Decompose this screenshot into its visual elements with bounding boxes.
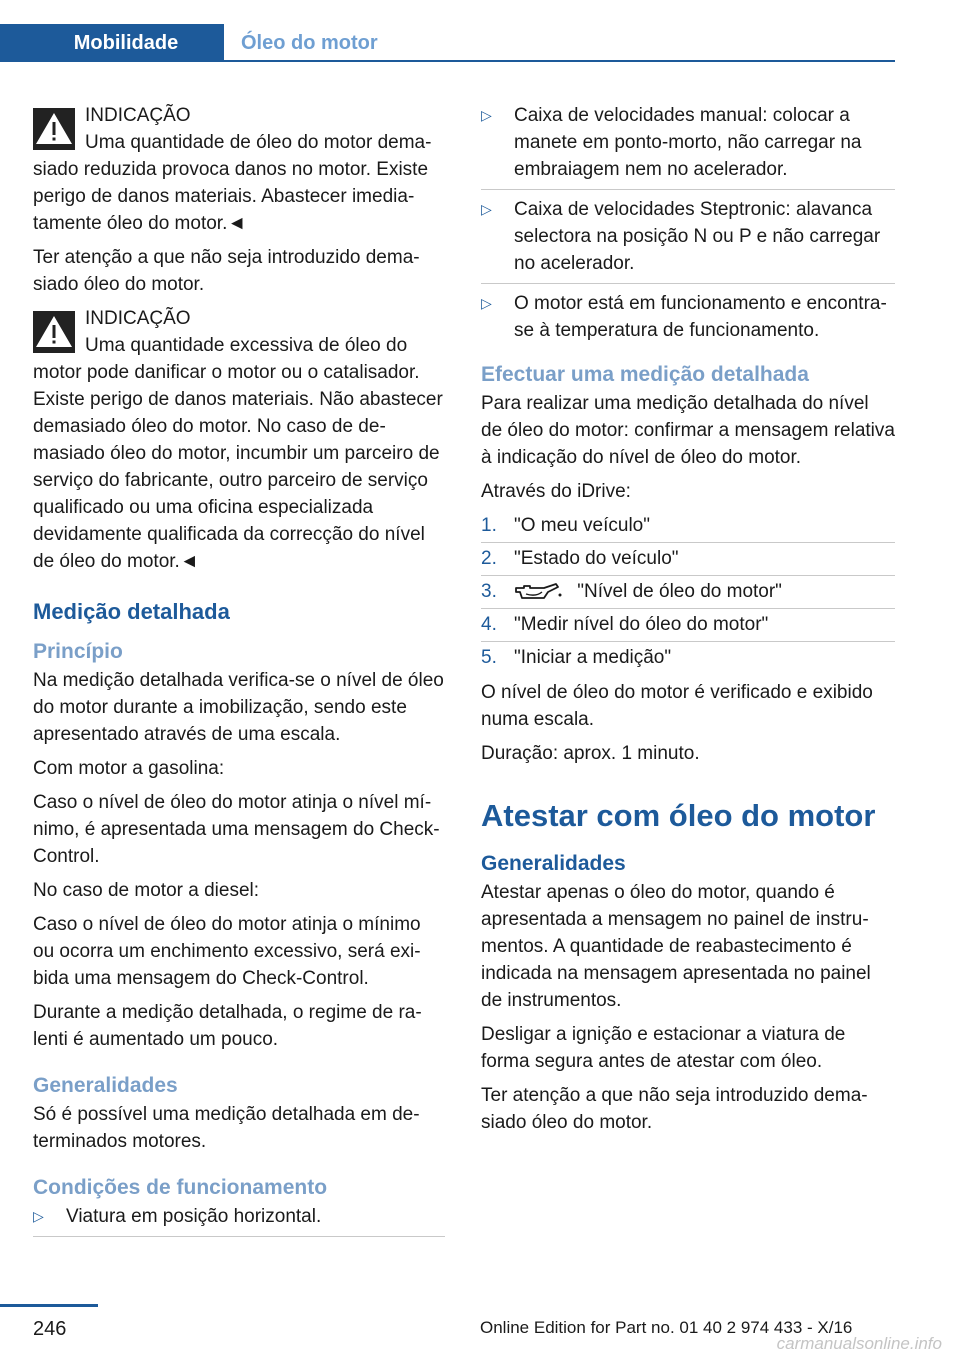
paragraph: Ter atenção a que não seja introduzido demasiado óleo do motor. (481, 1085, 868, 1133)
bullet-list (481, 102, 895, 350)
edition-note: Online Edition for Part no. 01 40 2 974 433 - X/16 (480, 1318, 853, 1337)
heading-condicoes: Condições de funcionamento (33, 1176, 328, 1199)
step-text: "Medir nível do óleo do motor" (514, 614, 769, 635)
triangle-bullet-icon: ▷ (481, 295, 492, 311)
paragraph: Ter atenção a que não seja introduzido demasiado óleo do motor. (33, 247, 420, 295)
step-text: "O meu veículo" (514, 515, 650, 536)
list-item (33, 1203, 445, 1237)
step-text: "Iniciar a medição" (514, 647, 672, 668)
step-number: 1. (481, 515, 497, 536)
heading-generalidades: Generalidades (481, 852, 626, 875)
page-number: 246 (33, 1318, 67, 1340)
paragraph: Para realizar uma medição detalhada do nível de óleo do motor: confirmar a mensagem relativa à indicação do nível de óleo do motor. (481, 393, 895, 468)
list-item (481, 290, 895, 350)
list-item (481, 611, 895, 642)
warning-icon (33, 108, 75, 150)
paragraph: Só é possível uma medição detalhada em determinados motores. (33, 1104, 420, 1152)
paragraph: Na medição detalhada verifica-se o nível de óleo do motor durante a imobilização, sendo este apresentado através de uma escala. (33, 670, 444, 745)
tab-oleo-do-motor[interactable]: Óleo do motor (241, 31, 378, 54)
bullet-list (33, 1203, 445, 1237)
left-column (33, 102, 445, 1243)
list-item (481, 644, 895, 674)
list-item-text: O motor está em funcionamento e encontra-se à temperatura de funcionamento. (514, 293, 887, 341)
right-column (481, 102, 895, 1143)
step-text: "Nível de óleo do motor" (577, 581, 782, 602)
warning-block (33, 305, 445, 575)
warning-text: Uma quantidade de óleo do motor demasiado reduzida provoca danos no motor. Existe perigo de danos materiais. Abastecer imediatamente óleo do motor.◄ (33, 132, 432, 234)
footer-divider (0, 1304, 98, 1307)
warning-title: INDICAÇÃO (85, 105, 191, 126)
oil-can-icon (514, 583, 564, 601)
paragraph: No caso de motor a diesel: (33, 880, 260, 901)
paragraph: O nível de óleo do motor é verificado e exibido numa escala. (481, 682, 873, 730)
watermark: carmanualsonline.info (776, 1334, 942, 1353)
step-number: 5. (481, 647, 497, 668)
step-number: 3. (481, 581, 497, 602)
warning-icon (33, 311, 75, 353)
triangle-bullet-icon: ▷ (481, 107, 492, 123)
triangle-bullet-icon: ▷ (33, 1208, 44, 1224)
paragraph: Caso o nível de óleo do motor atinja o mínimo ou ocorra um enchimento excessivo, será exibida uma mensagem do Check-Control. (33, 914, 421, 989)
list-item-text: Viatura em posição horizontal. (66, 1206, 322, 1227)
warning-block (33, 102, 445, 237)
paragraph: Caso o nível de óleo do motor atinja o nível mínimo, é apresentada uma mensagem do Check-Control. (33, 792, 440, 867)
heading-principio: Princípio (33, 640, 123, 663)
list-item (481, 545, 895, 576)
paragraph: Duração: aprox. 1 minuto. (481, 743, 700, 764)
list-item (481, 578, 895, 609)
heading-medicao-detalhada: Medição detalhada (33, 599, 230, 624)
warning-text: Uma quantidade excessiva de óleo do motor pode danificar o motor ou o catalisador. Existe perigo de danos materiais. Não abastecer demasiado óleo do motor. No caso de demasiado óleo do motor, incumbir um parceiro de serviço do fabricante, outro parceiro de serviço qualificado ou uma oficina especializada devidamente qualificada da correcção do nível de óleo do motor.◄ (33, 335, 443, 572)
step-text: "Estado do veículo" (514, 548, 679, 569)
tab-mobilidade[interactable]: Mobilidade (0, 24, 224, 62)
paragraph: Durante a medição detalhada, o regime de ralenti é aumentado um pouco. (33, 1002, 422, 1050)
page-header (0, 0, 895, 62)
list-item (481, 102, 895, 190)
list-item-text: Caixa de velocidades manual: colocar a manete em ponto-morto, não carregar na embraiagem nem no acelerador. (514, 105, 862, 180)
step-number: 4. (481, 614, 497, 635)
heading-efectuar-medicao: Efectuar uma medição detalhada (481, 363, 809, 386)
heading-generalidades: Generalidades (33, 1074, 178, 1097)
step-number: 2. (481, 548, 497, 569)
triangle-bullet-icon: ▷ (481, 201, 492, 217)
list-item (481, 512, 895, 543)
paragraph: Desligar a ignição e estacionar a viatura de forma segura antes de atestar com óleo. (481, 1024, 846, 1072)
paragraph: Através do iDrive: (481, 481, 631, 502)
list-item-text: Caixa de velocidades Steptronic: alavanca selectora na posição N ou P e não carregar no acelerador. (514, 199, 881, 274)
paragraph: Com motor a gasolina: (33, 758, 225, 779)
warning-title: INDICAÇÃO (85, 308, 191, 329)
list-item (481, 196, 895, 284)
paragraph: Atestar apenas o óleo do motor, quando é apresentada a mensagem no painel de instrumentos. A quantidade de reabastecimento é indicada na mensagem apresentada no painel de instrumentos. (481, 882, 871, 1011)
header-divider (224, 60, 895, 62)
numbered-list (481, 512, 895, 674)
heading-atestar-oleo: Atestar com óleo do motor (481, 798, 876, 833)
